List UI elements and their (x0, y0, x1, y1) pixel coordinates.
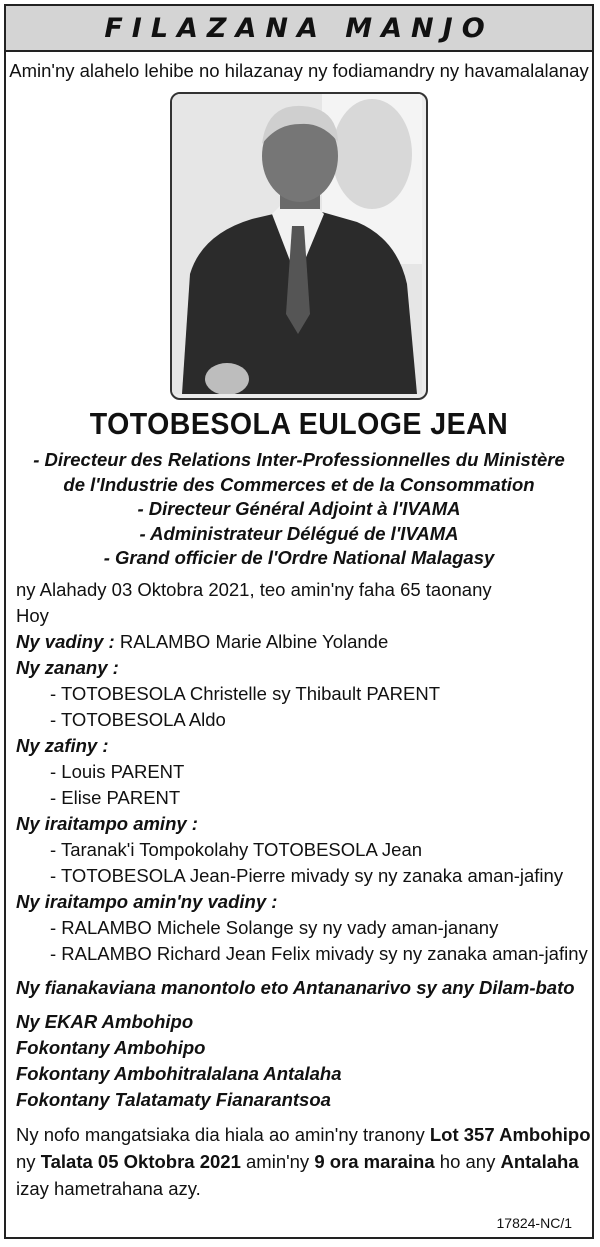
spouse-name: RALAMBO Marie Albine Yolande (119, 630, 389, 652)
funeral-text: ny (16, 1150, 41, 1172)
funeral-address: Lot 357 Ambohipo (429, 1123, 591, 1145)
funeral-line-2 (16, 1148, 582, 1175)
list-item: - RALAMBO Michele Solange sy ny vady aman-janany (50, 916, 499, 938)
funeral-text: ho any (434, 1150, 501, 1172)
funeral-destination: Antalaha (500, 1150, 579, 1172)
spouse-line (16, 629, 582, 655)
title-line: - Administrateur Délégué de l'IVAMA (139, 522, 459, 544)
list-item: - Taranak'i Tompokolahy TOTOBESOLA Jean (50, 838, 423, 860)
funeral-text: Ny nofo mangatsiaka dia hiala ao amin'ny tranony (16, 1123, 430, 1145)
intro-text: Amin'ny alahelo lehibe no hilazanay ny fodiamandry ny havamalalanay (9, 60, 589, 81)
header-bar (6, 6, 592, 52)
siblings-label: Ny iraitampo aminy : (16, 812, 198, 834)
community-item: Ny EKAR Ambohipo (16, 1010, 194, 1032)
community-item: Fokontany Talatamaty Fianarantsoa (16, 1088, 331, 1110)
deceased-titles (6, 448, 592, 571)
notice-title: FILAZANA MANJO (104, 12, 494, 44)
title-line: de l'Industrie des Commerces et de la Consommation (63, 473, 535, 495)
grandchildren-label: Ny zafiny : (16, 734, 109, 756)
spouse-label: Ny vadiny : (16, 630, 115, 652)
hoy-label: Hoy (16, 604, 49, 626)
community-item: Fokontany Ambohipo (16, 1036, 206, 1058)
list-item: - Elise PARENT (50, 786, 181, 808)
list-item: - Louis PARENT (50, 760, 185, 782)
families-line: Ny fianakaviana manontolo eto Antananarivo sy any Dilam-bato (16, 976, 575, 998)
children-label: Ny zanany : (16, 656, 119, 678)
community-item: Fokontany Ambohitralalana Antalaha (16, 1062, 342, 1084)
funeral-line-3: izay hametrahana azy. (16, 1177, 201, 1199)
list-item: - TOTOBESOLA Aldo (50, 708, 226, 730)
funeral-date: Talata 05 Oktobra 2021 (40, 1150, 241, 1172)
list-item: - RALAMBO Richard Jean Felix mivady sy ny zanaka aman-jafiny (50, 942, 588, 964)
deceased-name: TOTOBESOLA EULOGE JEAN (89, 406, 509, 441)
death-date: ny Alahady 03 Oktobra 2021, teo amin'ny faha 65 taonany (16, 578, 492, 600)
title-line: - Grand officier de l'Ordre National Malagasy (103, 547, 495, 568)
reference-number: 17824-NC/1 (496, 1215, 572, 1231)
portrait-photo (170, 92, 428, 400)
notice-body (6, 577, 592, 1202)
funeral-time: 9 ora maraina (314, 1150, 435, 1172)
list-item: - TOTOBESOLA Jean-Pierre mivady sy ny zanaka aman-jafiny (50, 864, 564, 886)
list-item: - TOTOBESOLA Christelle sy Thibault PARENT (50, 682, 441, 704)
portrait-photo-icon (172, 94, 422, 394)
funeral-text: amin'ny (240, 1150, 315, 1172)
funeral-line-1 (16, 1121, 591, 1148)
title-line: - Directeur des Relations Inter-Professionnelles du Ministère (33, 449, 565, 470)
obituary-notice (4, 4, 594, 1239)
spouse-siblings-label: Ny iraitampo amin'ny vadiny : (16, 890, 278, 912)
title-line: - Directeur Général Adjoint à l'IVAMA (137, 498, 461, 519)
